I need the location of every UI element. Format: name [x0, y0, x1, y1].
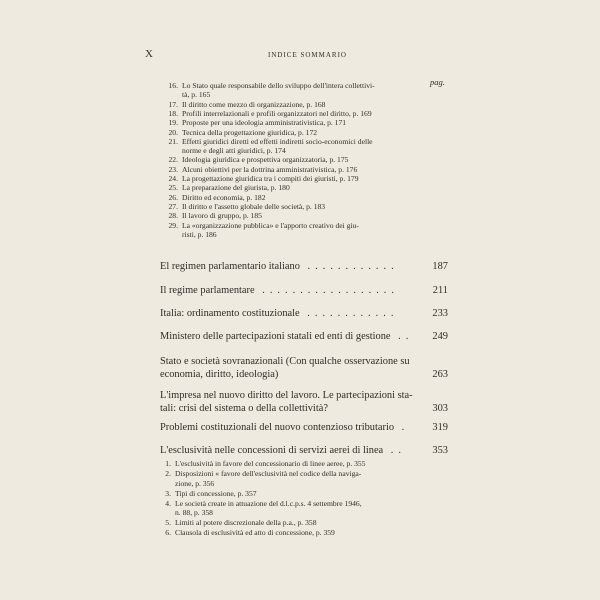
- leader-dots: ..................: [254, 285, 399, 296]
- subsection-number: 23.: [168, 164, 178, 174]
- toc-entry-title: Problemi costituzionali del nuovo contenzioso tributario .: [160, 422, 410, 433]
- toc-entry: [160, 422, 409, 435]
- subsection-text: risti, p. 186: [182, 229, 217, 239]
- subsection-number: 2.: [165, 468, 171, 478]
- subsection-number: 28.: [168, 211, 178, 221]
- subsection-number: 21.: [168, 136, 178, 146]
- subsection-text: Il diritto e l'assetto globale delle società, p. 183: [182, 201, 326, 211]
- toc-entry-title: L'impresa nel nuovo diritto del lavoro. Le partecipazioni sta-: [160, 390, 413, 401]
- subsection-text: Tipi di concessione, p. 357: [175, 488, 257, 498]
- toc-entry: [160, 285, 399, 298]
- toc-entry-page: 353: [432, 445, 448, 456]
- subsection-number: 22.: [168, 155, 178, 165]
- subsection-number: 19.: [168, 118, 178, 128]
- subsection-number: 6.: [165, 528, 171, 538]
- subsection-text: L'esclusività in favore del concessionario di linee aeree, p. 355: [175, 459, 366, 468]
- subsection-number: 3.: [165, 488, 171, 498]
- toc-entry: [160, 445, 406, 458]
- subsection-text: Il diritto come mezzo di organizzazione, p. 168: [182, 99, 326, 109]
- running-header: INDICE SOMMARIO: [268, 51, 347, 59]
- toc-entry: [160, 308, 398, 321]
- toc-entry-page: 187: [432, 261, 448, 272]
- subsection-text: Profili interrelazionali e profili organizzatori nel diritto, p. 169: [182, 108, 372, 118]
- toc-entry-title: Il regime parlamentare ..................: [160, 285, 399, 296]
- leader-dots: ............: [299, 261, 399, 272]
- toc-entry: [160, 261, 399, 274]
- toc-entry-title: Italia: ordinamento costituzionale ............: [160, 308, 399, 319]
- subsection-number: 5.: [165, 518, 171, 528]
- toc-entry-page: 303: [432, 402, 448, 414]
- subsection-text: Lo Stato quale responsabile dello sviluppo dell'intera collettivi-: [182, 81, 375, 90]
- toc-entry-title: Stato e società sovranazionali (Con qualche osservazione su: [160, 356, 410, 367]
- page-number: X: [145, 48, 153, 60]
- toc-entry-page: 249: [432, 331, 448, 342]
- subsection-text: Clausola di esclusività ed atto di concessione, p. 359: [175, 528, 335, 538]
- leader-dots: .: [394, 422, 410, 433]
- subsection-text: Proposte per una ideologia amministrativistica, p. 171: [182, 118, 347, 128]
- toc-entry: [160, 390, 413, 415]
- subsection-text: Il lavoro di gruppo, p. 185: [182, 211, 262, 221]
- toc-entry: [160, 331, 413, 344]
- subsection-number: 24.: [168, 174, 178, 183]
- subsection-number: 1.: [165, 459, 171, 468]
- subsection-number: 26.: [168, 192, 178, 202]
- subsection-text: norme e degli atti giuridici, p. 174: [182, 146, 286, 156]
- leader-dots: ..: [383, 445, 406, 456]
- subsection-text: tà, p. 165: [182, 90, 211, 100]
- subsection-text: n. 88, p. 358: [175, 508, 213, 518]
- toc-entry: [160, 356, 410, 381]
- toc-entry-title: Ministero delle partecipazioni statali ed enti di gestione ..: [160, 331, 414, 342]
- toc-entry-page: 319: [432, 422, 448, 433]
- subsection-text: Diritto ed economia, p. 182: [182, 192, 266, 202]
- subsection-number: 18.: [168, 108, 178, 118]
- toc-entry-title: El regimen parlamentario italiano ............: [160, 261, 399, 272]
- subsection-text: Tecnica della progettazione giuridica, p. 172: [182, 127, 318, 137]
- subsection-number: 20.: [168, 127, 178, 137]
- subsection-text: zione, p. 356: [175, 478, 215, 488]
- pag-label: pag.: [430, 77, 445, 87]
- subsection-number: 4.: [165, 498, 171, 508]
- leader-dots: ..: [390, 331, 414, 342]
- subsection-text: Ideologia giuridica e prospettiva organizzatoria, p. 175: [182, 155, 349, 165]
- toc-entry-page: 211: [432, 285, 448, 296]
- toc-entry-page: 233: [432, 308, 448, 319]
- subsection-text: Limiti al potere discrezionale della p.a., p. 358: [175, 518, 317, 528]
- subsection-text: Effetti giuridici diretti ed effetti indiretti socio-economici delle: [182, 136, 373, 146]
- subsection-number: 17.: [168, 99, 178, 109]
- subsection-text: Disposizioni « favore dell'esclusività nel codice della naviga-: [175, 468, 362, 478]
- subsection-number: 25.: [168, 183, 178, 193]
- toc-entry-title: economia, diritto, ideologia): [160, 368, 279, 380]
- toc-entry-title: tali: crisi del sistema o della collettività?: [160, 402, 328, 414]
- toc-entry-page: 263: [432, 368, 448, 380]
- subsection-number: 29.: [168, 220, 178, 230]
- subsection-number: 16.: [168, 81, 178, 90]
- leader-dots: ............: [299, 308, 399, 319]
- subsection-text: Le società create in attuazione del d.l.c.p.s. 4 settembre 1946,: [175, 498, 362, 508]
- subsection-text: La preparazione del giurista, p. 180: [182, 183, 290, 193]
- subsection-text: La progettazione giuridica tra i compiti dei giuristi, p. 179: [182, 174, 359, 183]
- toc-entry-title: L'esclusività nelle concessioni di servizi aerei di linea ..: [160, 445, 406, 456]
- subsection-text: La «organizzazione pubblica» e l'apporto creativo dei giu-: [182, 220, 359, 230]
- subsection-number: 27.: [168, 201, 178, 211]
- subsection-text: Alcuni obiettivi per la dottrina amministrativistica, p. 176: [182, 164, 358, 174]
